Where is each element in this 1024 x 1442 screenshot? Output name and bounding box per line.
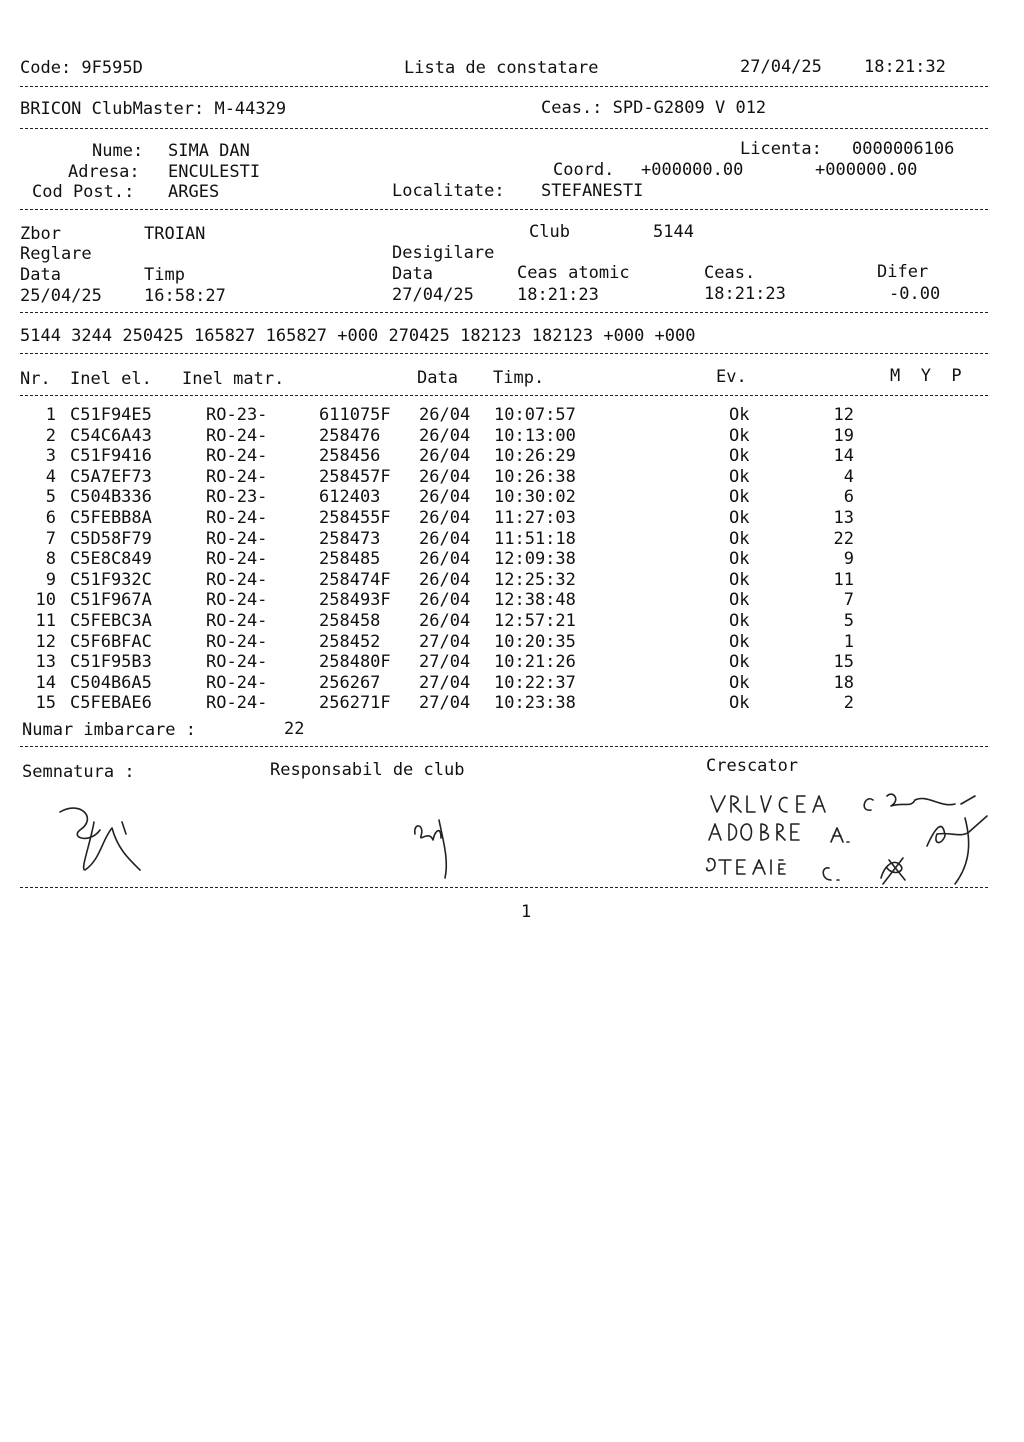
- print-time: 18:21:32: [864, 57, 946, 77]
- reglare-label: Reglare: [20, 244, 92, 264]
- postcode-label: Cod Post.:: [32, 182, 135, 202]
- divider: [20, 353, 988, 354]
- event-status: Ok: [729, 672, 750, 693]
- ring-country: RO-24-: [206, 507, 268, 528]
- print-date: 27/04/25: [740, 57, 822, 77]
- ring-number: 256271F: [319, 693, 391, 714]
- ring-country: RO-24-: [206, 672, 268, 693]
- arrival-date: 26/04: [419, 446, 471, 467]
- desigilare-atomic-time: 18:21:23: [517, 285, 599, 305]
- ring-country: RO-23-: [206, 405, 268, 425]
- address-label: Adresa:: [68, 162, 140, 182]
- coord-lat: +000000.00: [641, 160, 744, 180]
- arrival-time: 10:26:29: [494, 446, 576, 467]
- arrival-time: 10:22:37: [494, 672, 576, 693]
- basketing-count: 18: [833, 672, 854, 693]
- reglare-timp-label: Timp: [144, 265, 185, 285]
- row-number: 7: [45, 528, 56, 549]
- basketing-count: 22: [833, 528, 854, 549]
- electronic-ring: C504B336: [70, 487, 152, 508]
- fancier-name: SIMA DAN: [168, 141, 250, 161]
- desigilare-data-label: Data: [392, 264, 433, 284]
- basketing-count: 5: [843, 610, 854, 631]
- electronic-ring: C5A7EF73: [70, 466, 152, 487]
- reglare-time: 16:58:27: [144, 286, 226, 306]
- event-status: Ok: [729, 652, 750, 673]
- col-data: Data: [417, 368, 458, 388]
- basketing-count: 1: [843, 631, 854, 652]
- event-status: Ok: [729, 405, 750, 425]
- desigilare-date: 27/04/25: [392, 285, 474, 305]
- clubmaster-id: BRICON ClubMaster: M-44329: [20, 99, 287, 119]
- arrival-date: 26/04: [419, 610, 471, 631]
- event-status: Ok: [729, 610, 750, 631]
- ring-number: 612403: [319, 487, 381, 508]
- electronic-ring: C51F95B3: [70, 652, 152, 673]
- ring-number: 258457F: [319, 466, 391, 487]
- ring-number: 258493F: [319, 590, 391, 611]
- row-number: 11: [35, 610, 56, 631]
- basketing-count: 15: [833, 652, 854, 673]
- embark-value: 22: [284, 719, 305, 739]
- arrival-date: 27/04: [419, 631, 471, 652]
- desigilare-label: Desigilare: [392, 243, 495, 263]
- basketing-count: 14: [833, 446, 854, 467]
- ring-country: RO-24-: [206, 631, 268, 652]
- event-status: Ok: [729, 425, 750, 446]
- arrival-time: 10:13:00: [494, 425, 576, 446]
- ring-number: 258480F: [319, 652, 391, 673]
- ring-number: 258476: [319, 425, 381, 446]
- license-number: 0000006106: [852, 139, 955, 159]
- row-number: 3: [45, 446, 56, 467]
- arrival-time: 12:25:32: [494, 569, 576, 590]
- coord-label: Coord.: [553, 160, 615, 180]
- electronic-ring: C5D58F79: [70, 528, 152, 549]
- ring-number: 611075F: [319, 405, 391, 425]
- electronic-ring: C5FEBB8A: [70, 507, 152, 528]
- row-number: 12: [35, 631, 56, 652]
- arrival-time: 12:09:38: [494, 549, 576, 570]
- col-inel-matr: Inel matr.: [182, 369, 285, 389]
- arrival-time: 10:23:38: [494, 693, 576, 714]
- row-number: 8: [45, 549, 56, 570]
- difer-value: -0.00: [889, 284, 941, 304]
- difer-label: Difer: [877, 262, 929, 282]
- divider: [20, 746, 988, 747]
- desigilare-clock-time: 18:21:23: [704, 284, 786, 304]
- ring-number: 258458: [319, 610, 381, 631]
- arrival-time: 10:30:02: [494, 487, 576, 508]
- divider: [20, 887, 988, 888]
- divider: [20, 128, 988, 129]
- arrival-date: 27/04: [419, 693, 471, 714]
- club-responsible-label: Responsabil de club: [270, 760, 465, 780]
- arrival-time: 11:51:18: [494, 528, 576, 549]
- electronic-ring: C51F932C: [70, 569, 152, 590]
- arrival-time: 11:27:03: [494, 507, 576, 528]
- coord-lon: +000000.00: [815, 160, 918, 180]
- arrival-date: 27/04: [419, 672, 471, 693]
- event-status: Ok: [729, 631, 750, 652]
- zbor-value: TROIAN: [144, 224, 206, 244]
- club-signature-scribble: [405, 810, 465, 880]
- arrival-date: 26/04: [419, 549, 471, 570]
- ceas-atomic-label: Ceas atomic: [517, 263, 630, 283]
- basketing-count: 6: [843, 487, 854, 508]
- ring-country: RO-24-: [206, 590, 268, 611]
- arrival-date: 26/04: [419, 507, 471, 528]
- license-label: Licenta:: [740, 139, 822, 159]
- arrival-time: 10:21:26: [494, 652, 576, 673]
- divider: [20, 395, 988, 396]
- row-number: 1: [45, 405, 56, 425]
- ring-number: 258485: [319, 549, 381, 570]
- basketing-count: 2: [843, 693, 854, 714]
- basketing-count: 7: [843, 590, 854, 611]
- basketing-count: 11: [833, 569, 854, 590]
- electronic-ring: C5E8C849: [70, 549, 152, 570]
- signature-label: Semnatura :: [22, 762, 135, 782]
- event-status: Ok: [729, 590, 750, 611]
- code-line: 5144 3244 250425 165827 165827 +000 270425 182123 182123 +000 +000: [20, 326, 696, 346]
- ring-country: RO-24-: [206, 466, 268, 487]
- divider: [20, 209, 988, 210]
- club-value: 5144: [653, 222, 694, 242]
- row-number: 4: [45, 466, 56, 487]
- arrival-date: 26/04: [419, 405, 471, 425]
- row-number: 2: [45, 425, 56, 446]
- reglare-data-label: Data: [20, 265, 61, 285]
- event-status: Ok: [729, 487, 750, 508]
- reglare-date: 25/04/25: [20, 286, 102, 306]
- row-number: 13: [35, 652, 56, 673]
- arrival-date: 26/04: [419, 590, 471, 611]
- electronic-ring: C5FEBAE6: [70, 693, 152, 714]
- arrival-time: 12:38:48: [494, 590, 576, 611]
- row-number: 14: [35, 672, 56, 693]
- row-number: 6: [45, 507, 56, 528]
- event-status: Ok: [729, 466, 750, 487]
- document-title: Lista de constatare: [404, 58, 599, 78]
- col-timp: Timp.: [493, 368, 545, 388]
- event-status: Ok: [729, 528, 750, 549]
- arrival-time: 10:26:38: [494, 466, 576, 487]
- club-label: Club: [529, 222, 570, 242]
- col-myp: M Y P: [890, 366, 962, 386]
- basketing-count: 19: [833, 425, 854, 446]
- divider: [20, 312, 988, 313]
- postcode-value: ARGES: [168, 182, 220, 202]
- row-number: 15: [35, 693, 56, 714]
- electronic-ring: C51F9416: [70, 446, 152, 467]
- locality-label: Localitate:: [392, 181, 505, 201]
- zbor-label: Zbor: [20, 224, 61, 244]
- divider: [20, 86, 988, 87]
- ring-number: 258473: [319, 528, 381, 549]
- event-status: Ok: [729, 446, 750, 467]
- col-nr: Nr.: [20, 369, 51, 389]
- clock-id: Ceas.: SPD-G2809 V 012: [541, 98, 767, 118]
- embark-label: Numar imbarcare :: [22, 720, 196, 740]
- arrival-date: 26/04: [419, 487, 471, 508]
- electronic-ring: C54C6A43: [70, 425, 152, 446]
- signature-scribble: [50, 800, 150, 880]
- basketing-count: 4: [843, 466, 854, 487]
- arrival-time: 12:57:21: [494, 610, 576, 631]
- ring-country: RO-24-: [206, 425, 268, 446]
- basketing-count: 12: [833, 405, 854, 425]
- arrival-date: 27/04: [419, 652, 471, 673]
- col-ev: Ev.: [716, 367, 747, 387]
- event-status: Ok: [729, 693, 750, 714]
- ring-country: RO-24-: [206, 610, 268, 631]
- arrival-date: 26/04: [419, 528, 471, 549]
- ring-country: RO-24-: [206, 652, 268, 673]
- electronic-ring: C51F94E5: [70, 405, 152, 425]
- row-number: 10: [35, 590, 56, 611]
- ring-country: RO-24-: [206, 569, 268, 590]
- name-label: Nume:: [92, 141, 144, 161]
- arrival-time: 10:20:35: [494, 631, 576, 652]
- ring-country: RO-23-: [206, 487, 268, 508]
- code-label: Code: 9F595D: [20, 58, 143, 78]
- ring-number: 258456: [319, 446, 381, 467]
- ring-number: 258452: [319, 631, 381, 652]
- page-number: 1: [521, 902, 532, 922]
- locality-value: STEFANESTI: [541, 181, 644, 201]
- ring-country: RO-24-: [206, 693, 268, 714]
- col-inel-el: Inel el.: [70, 369, 152, 389]
- electronic-ring: C5F6BFAC: [70, 631, 152, 652]
- address-value: ENCULESTI: [168, 162, 261, 182]
- breeder-label: Crescator: [706, 756, 799, 776]
- ring-country: RO-24-: [206, 446, 268, 467]
- event-status: Ok: [729, 507, 750, 528]
- ring-country: RO-24-: [206, 549, 268, 570]
- breeder-handwriting: [705, 788, 995, 898]
- ring-number: 258455F: [319, 507, 391, 528]
- basketing-count: 9: [843, 549, 854, 570]
- arrival-time: 10:07:57: [494, 405, 576, 425]
- arrival-date: 26/04: [419, 466, 471, 487]
- electronic-ring: C5FEBC3A: [70, 610, 152, 631]
- basketing-count: 13: [833, 507, 854, 528]
- arrival-date: 26/04: [419, 569, 471, 590]
- ring-number: 258474F: [319, 569, 391, 590]
- ceas-label: Ceas.: [704, 263, 756, 283]
- ring-number: 256267: [319, 672, 381, 693]
- row-number: 5: [45, 487, 56, 508]
- electronic-ring: C51F967A: [70, 590, 152, 611]
- event-status: Ok: [729, 549, 750, 570]
- ring-country: RO-24-: [206, 528, 268, 549]
- event-status: Ok: [729, 569, 750, 590]
- arrival-date: 26/04: [419, 425, 471, 446]
- electronic-ring: C504B6A5: [70, 672, 152, 693]
- row-number: 9: [45, 569, 56, 590]
